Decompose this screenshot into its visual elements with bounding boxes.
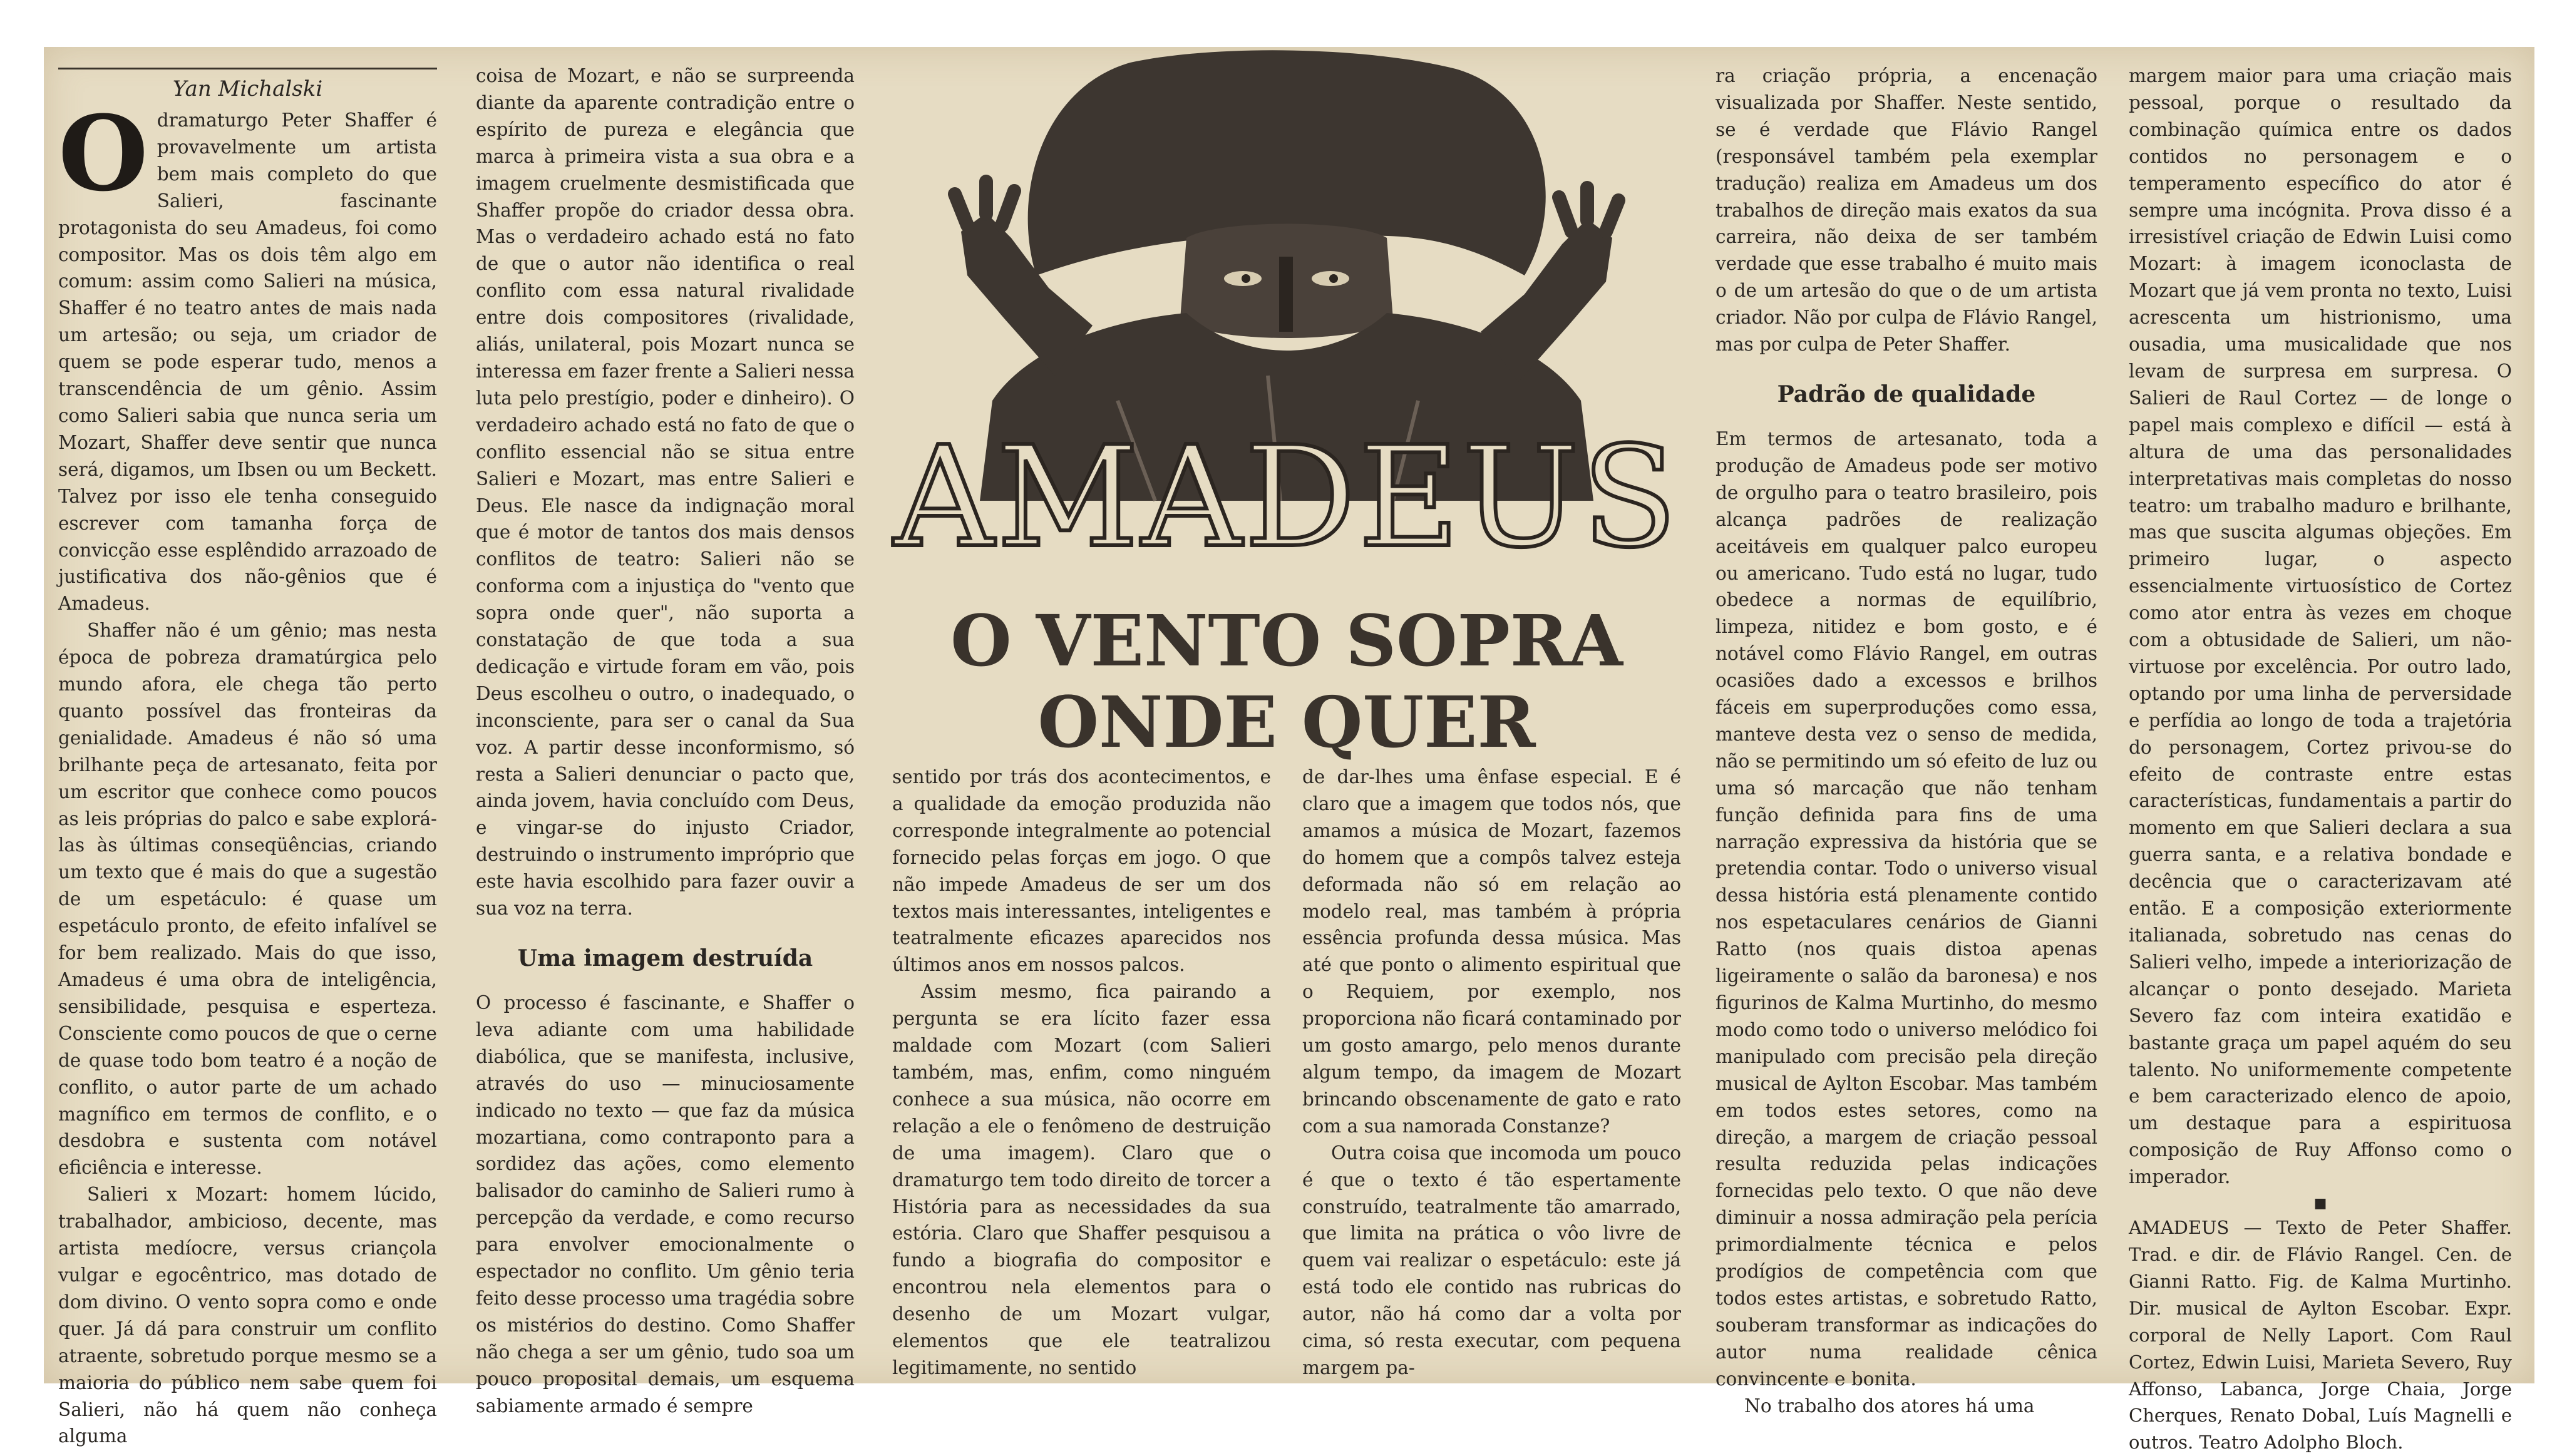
paragraph: ra criação própria, a encenação visualizada por Shaffer. Neste sentido, se é verdade que Flávio Rangel (responsável também pela exemplar tradução) realiza em Amadeus um dos trabalhos de direção mais exatos da sua carreira, não deixa de ser também verdade que esse trabalho é muito mais o de um artesão do que o de um artista criador. Não por culpa de Flávio Rangel, mas por culpa de Peter Shaffer. — [1716, 65, 2097, 356]
paragraph: Em termos de artesanato, toda a produção de Amadeus pode ser motivo de orgulho para o teatro brasileiro, pois alcança padrões de realização aceitáveis em qualquer palco europeu ou americano. Tudo está no lugar, tudo obedece a normas de equilíbrio, limpeza, nitidez e bom gosto, e é notável como Flávio Rangel, em outras ocasiões dado a excessos e brilhos fáceis em superproduções como essa, manteve desta vez o senso de medida, não se permitindo um só efeito de luz ou uma só marcação que não tenham função definida para fins de uma narração expressiva da história que se pretendia contar. Todo o universo visual dessa história está plenamente contido nos espetaculares cenários de Gianni Ratto (nos quais distoa apenas ligeiramente o salão da baronesa) e nos figurinos de Kalma Murtinho, do mesmo modo como todo o universo melódico foi manipulado com precisão pela direção musical de Aylton Escobar. Mas também em todos estes setores, como na direção, a margem de criação pessoal resulta reduzida pelas indicações fornecidas pelo texto. O que não deve diminuir a nossa admiração pela perícia primordialmente técnica e pelos prodígios de competência com que todos estes artistas, e sobretudo Ratto, souberam transformar as indicações do autor numa realidade cênica convincente e bonita. — [1716, 428, 2097, 1390]
paragraph: No trabalho dos atores há uma — [1744, 1395, 2035, 1417]
article-column-6 — [2129, 63, 2512, 1456]
paragraph: dramaturgo Peter Shaffer é provavelmente um artista bem mais completo do que Salieri, fascinante protagonista do seu Amadeus, foi como compositor. Mas os dois têm algo em comum: assim como Salieri na música, Shaffer é no teatro antes de mais nada um artesão; ou seja, um criador de quem se pode esperar tudo, menos a transcendência de um gênio. Assim como Salieri sabia que nunca seria um Mozart, Shaffer deve sentir que nunca será, digamos, um Ibsen ou um Beckett. Talvez por isso ele tenha conseguido escrever com tamanha força de convicção esse esplêndido arrazoado de justificativa dos não-gênios que é Amadeus. — [58, 110, 437, 615]
article-column-1 — [58, 68, 437, 1450]
paragraph: Assim mesmo, fica pairando a pergunta se era lícito fazer essa maldade com Mozart (com Salieri também, mas, enfim, como ninguém conhece a sua música, não ocorre em relação a ele o fenômeno de destruição de uma imagem). Claro que o dramaturgo tem todo direito de torcer a História para as necessidades da sua estória. Claro que Shaffer pesquisou a fundo a biografia do compositor e encontrou nela elementos para o desenho de um Mozart vulgar, elementos que ele teatralizou legitimamente, no sentido — [892, 981, 1271, 1378]
paragraph: O processo é fascinante, e Shaffer o leva adiante com uma habilidade diabólica, que se manifesta, inclusive, através do uso — minuciosamente indicado no texto — que faz da música mozartiana, como contraponto para a sordidez das ações, como elemento balisador do caminho de Salieri rumo à percepção da verdade, e como recurso para envolver emocionalmente o espectador no conflito. Um gênio teria feito desse processo uma tragédia sobre os mistérios do destino. Como Shaffer não chega a ser um gênio, tudo soa um pouco proposital demais, um esquema sabiamente armado é sempre — [476, 992, 855, 1417]
section-heading: Padrão de qualidade — [1777, 381, 2036, 408]
paragraph: Salieri x Mozart: homem lúcido, trabalhador, ambicioso, decente, mas artista medíocre, versus criançola vulgar e egocêntrico, mas dotado de dom divino. O vento sopra como e onde quer. Já dá para construir um conflito atraente, sobretudo porque mesmo se a maioria do público nem sabe quem foi Salieri, não há quem não conheça alguma — [58, 1184, 437, 1447]
subheadline-line: ONDE QUER — [1037, 682, 1536, 764]
credits: AMADEUS — Texto de Peter Shaffer. Trad. e dir. de Flávio Rangel. Cen. de Gianni Ratto. Fig. de Kalma Murtinho. Dir. musical de Aylton Escobar. Expr. corporal de Nelly Laport. Com Raul Cortez, Edwin Luisi, Marieta Severo, Ruy Affonso, Labanca, Jorge Chaia, Jorge Cherques, Renato Dobal, Luís Magnelli e outros. Teatro Adolpho Bloch. — [2129, 1217, 2512, 1453]
paragraph: margem maior para uma criação mais pessoal, porque o resultado da combinação química entre os dados contidos no personagem e o temperamento específico do ator é sempre uma incógnita. Prova disso é a irresistível criação de Edwin Luisi como Mozart: à imagem iconoclasta de Mozart que já vem pronta no texto, Luisi acrescenta um histrionismo, uma ousadia, uma musicalidade que nos levam de surpresa em surpresa. O Salieri de Raul Cortez — de longe o papel mais complexo e difícil — está à altura de uma das personalidades interpretativas mais completas do nosso teatro: um trabalho maduro e brilhante, mas que suscita algumas objeções. Em primeiro lugar, o aspecto essencialmente virtuosístico de Cortez como ator entra às vezes em choque com a obtusidade de Salieri, um não-virtuose por excelência. Por outro lado, optando por uma linha de perversidade e perfídia ao longo de toda a trajetória do personagem, Cortez privou-se do efeito de contraste entre estas características, fundamentais a partir do momento em que Salieri declara a sua guerra santa, e a relativa bondade e decência que o caracterizavam até então. E a composição exteriormente italianada, sobretudo nas cenas do Salieri velho, impede a interiorização de alcançar o ponto desejado. Marieta Severo faz com inteira exatidão e bastante graça um papel aquém do seu talento. No uniformemente competente e bem caracterizado elenco de apoio, um destaque para a espirituosa composição de Ruy Affonso como o imperador. — [2129, 65, 2512, 1188]
headline: AMADEUS — [893, 417, 1680, 578]
section-heading: Uma imagem destruída — [517, 945, 813, 972]
article-column-5 — [1716, 63, 2097, 1420]
paragraph: sentido por trás dos acontecimentos, e a qualidade da emoção produzida não corresponde integralmente ao potencial fornecido pelas forças em jogo. O que não impede Amadeus de ser um dos textos mais interessantes, inteligentes e teatralmente eficazes aparecidos nos últimos anos em nossos palcos. — [892, 766, 1271, 976]
drop-cap: O — [58, 93, 148, 214]
article-column-4 — [1302, 764, 1681, 1382]
byline: Yan Michalski — [58, 68, 437, 103]
paragraph: Outra coisa que incomoda um pouco é que o texto é tão espertamente construído, teatralmente tão amarrado, que limita na prática o vôo livre de quem vai realizar o espetáculo: este já está todo ele contido nas rubricas do autor, não há como dar a volta por cima, só resta executar, com pequena margem pa- — [1302, 1142, 1681, 1378]
paragraph: coisa de Mozart, e não se surpreenda diante da aparente contradição entre o espírito de pureza e elegância que marca à primeira vista a sua obra e a imagem cruelmente desmistificada que Shaffer propõe do criador dessa obra. Mas o verdadeiro achado está no fato de que o autor não identifica o real conflito com essa natural rivalidade entre dois compositores (rivalidade, aliás, unilateral, pois Mozart nunca se interessa em fazer frente a Salieri nessa luta pelo prestígio, poder e dinheiro). O verdadeiro achado está no fato de que o conflito essencial não se situa entre Salieri e Mozart, mas entre Salieri e Deus. Ele nasce da indignação moral que é motor de tantos dos mais densos conflitos de teatro: Salieri não se conforma com a injustiça do "vento que sopra onde quer", não suporta a constatação de que toda a sua dedicação e virtude foram em vão, pois Deus escolheu o outro, o inadequado, o inconsciente, para ser o canal da Sua voz. A partir desse inconformismo, só resta a Salieri denunciar o pacto que, ainda jovem, havia concluído com Deus, e vingar-se do injusto Criador, destruindo o instrumento impróprio que este havia escolhido para fazer ouvir a sua voz na terra. — [476, 65, 855, 920]
end-mark: ■ — [2313, 1196, 2327, 1212]
article-column-2 — [476, 63, 855, 1420]
paragraph: Shaffer não é um gênio; mas nesta época de pobreza dramatúrgica pelo mundo afora, ele chega tão perto quanto possível das fronteiras da genialidade. Amadeus é não só uma brilhante peça de artesanato, feita por um escritor que conhece como poucos as leis próprias do palco e sabe explorá-las às últimas conseqüências, criando um texto que é mais do que a sugestão de um espetáculo: é quase um espetáculo pronto, de efeito infalível se for bem realizado. Mais do que isso, Amadeus é uma obra de inteligência, sensibilidade, pesquisa e esperteza. Consciente como poucos de que o cerne de quase todo bom teatro é a noção de conflito, o autor parte de um achado magnífico em termos de conflito, e o desdobra e sustenta com notável eficiência e interesse. — [58, 620, 437, 1179]
paragraph: de dar-lhes uma ênfase especial. E é claro que a imagem que todos nós, que amamos a música de Mozart, fazemos do homem que a compôs talvez esteja deformada não só em relação ao modelo real, mas também à própria essência profunda dessa música. Mas até que ponto o alimento espiritual que o Requiem, por exemplo, nos proporciona não ficará contaminado por um gosto amargo, pelo menos durante algum tempo, da imagem de Mozart brincando obscenamente de gato e rato com a sua namorada Constanze? — [1302, 766, 1681, 1137]
article-column-3 — [892, 764, 1271, 1382]
subheadline — [892, 601, 1681, 764]
subheadline-line: O VENTO SOPRA — [950, 600, 1623, 682]
headline-illustration — [892, 50, 1681, 764]
